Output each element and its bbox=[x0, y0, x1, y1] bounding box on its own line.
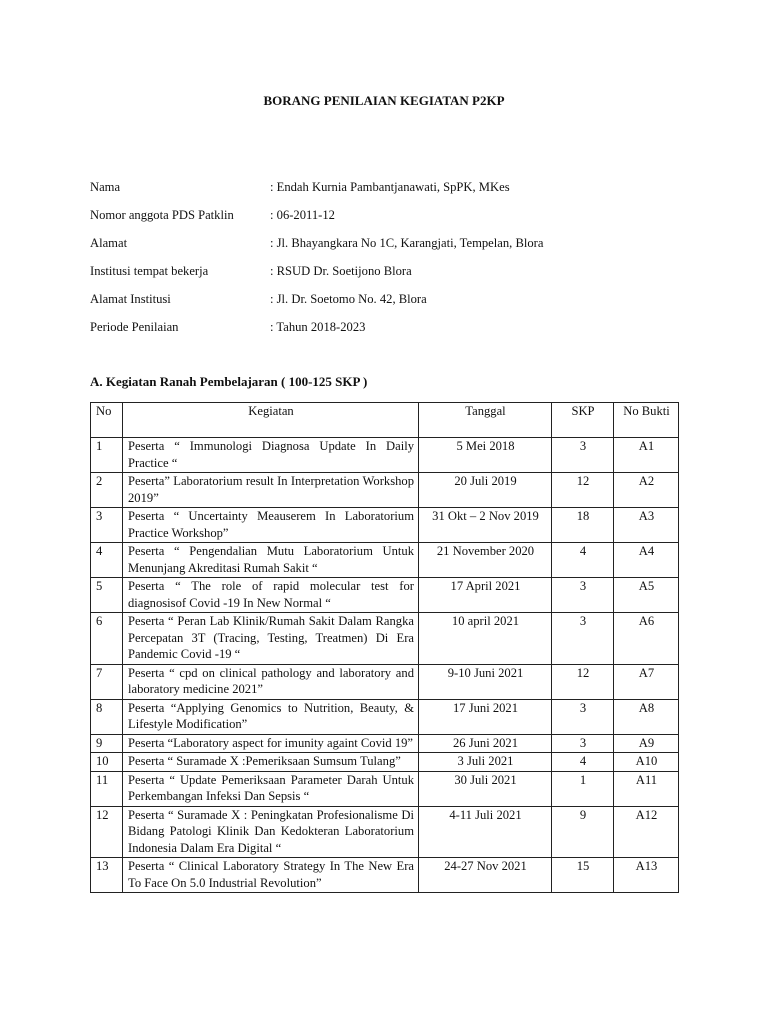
cell-bukti: A1 bbox=[614, 438, 679, 473]
info-label: Periode Penilaian bbox=[90, 320, 179, 334]
table-row bbox=[91, 473, 679, 508]
cell-tanggal: 20 Juli 2019 bbox=[419, 473, 552, 508]
cell-tanggal: 21 November 2020 bbox=[419, 543, 552, 578]
cell-bukti: A2 bbox=[614, 473, 679, 508]
cell-tanggal: 17 Juni 2021 bbox=[419, 699, 552, 734]
cell-no: 13 bbox=[91, 858, 123, 893]
cell-kegiatan: Peserta “ Uncertainty Meauserem In Laboratorium Practice Workshop” bbox=[123, 508, 419, 543]
cell-no: 1 bbox=[91, 438, 123, 473]
info-row-alamat bbox=[90, 234, 690, 262]
document-title: BORANG PENILAIAN KEGIATAN P2KP bbox=[263, 93, 505, 108]
table-row bbox=[91, 806, 679, 858]
cell-no: 6 bbox=[91, 613, 123, 665]
cell-kegiatan: Peserta “ cpd on clinical pathology and laboratory and laboratory medicine 2021” bbox=[123, 664, 419, 699]
cell-skp: 4 bbox=[552, 753, 614, 772]
cell-tanggal: 9-10 Juni 2021 bbox=[419, 664, 552, 699]
header-skp: SKP bbox=[552, 403, 614, 438]
cell-tanggal: 30 Juli 2021 bbox=[419, 771, 552, 806]
table-row bbox=[91, 699, 679, 734]
cell-kegiatan: Peserta “ Clinical Laboratory Strategy In The New Era To Face On 5.0 Industrial Revolution” bbox=[123, 858, 419, 893]
cell-no: 5 bbox=[91, 578, 123, 613]
cell-skp: 3 bbox=[552, 699, 614, 734]
header-kegiatan: Kegiatan bbox=[123, 403, 419, 438]
cell-kegiatan: Peserta “ The role of rapid molecular test for diagnosisof Covid -19 In New Normal “ bbox=[123, 578, 419, 613]
table-row bbox=[91, 858, 679, 893]
cell-tanggal: 3 Juli 2021 bbox=[419, 753, 552, 772]
identity-block bbox=[90, 178, 690, 346]
cell-tanggal: 4-11 Juli 2021 bbox=[419, 806, 552, 858]
cell-no: 10 bbox=[91, 753, 123, 772]
info-row-periode bbox=[90, 318, 690, 346]
cell-skp: 4 bbox=[552, 543, 614, 578]
cell-skp: 18 bbox=[552, 508, 614, 543]
cell-skp: 3 bbox=[552, 734, 614, 753]
cell-kegiatan: Peserta “ Pengendalian Mutu Laboratorium Untuk Menunjang Akreditasi Rumah Sakit “ bbox=[123, 543, 419, 578]
cell-kegiatan: Peserta “Applying Genomics to Nutrition, Beauty, & Lifestyle Modification” bbox=[123, 699, 419, 734]
cell-no: 3 bbox=[91, 508, 123, 543]
cell-skp: 9 bbox=[552, 806, 614, 858]
cell-tanggal: 10 april 2021 bbox=[419, 613, 552, 665]
table-row bbox=[91, 613, 679, 665]
cell-bukti: A7 bbox=[614, 664, 679, 699]
cell-tanggal: 26 Juni 2021 bbox=[419, 734, 552, 753]
cell-tanggal: 17 April 2021 bbox=[419, 578, 552, 613]
cell-no: 8 bbox=[91, 699, 123, 734]
cell-bukti: A6 bbox=[614, 613, 679, 665]
table-row bbox=[91, 734, 679, 753]
info-value: : Endah Kurnia Pambantjanawati, SpPK, MKes bbox=[270, 180, 510, 194]
table-row bbox=[91, 543, 679, 578]
info-row-institusi bbox=[90, 262, 690, 290]
info-value: : Tahun 2018-2023 bbox=[270, 320, 366, 334]
cell-no: 11 bbox=[91, 771, 123, 806]
cell-bukti: A5 bbox=[614, 578, 679, 613]
cell-no: 9 bbox=[91, 734, 123, 753]
info-label: Alamat Institusi bbox=[90, 292, 171, 306]
table-row bbox=[91, 753, 679, 772]
cell-no: 7 bbox=[91, 664, 123, 699]
cell-skp: 15 bbox=[552, 858, 614, 893]
cell-skp: 12 bbox=[552, 473, 614, 508]
cell-no: 2 bbox=[91, 473, 123, 508]
table-row bbox=[91, 664, 679, 699]
cell-kegiatan: Peserta” Laboratorium result In Interpretation Workshop 2019” bbox=[123, 473, 419, 508]
table-row bbox=[91, 438, 679, 473]
cell-kegiatan: Peserta “ Peran Lab Klinik/Rumah Sakit Dalam Rangka Percepatan 3T (Tracing, Testing, Treatmen) Di Era Pandemic Covid -19 “ bbox=[123, 613, 419, 665]
cell-bukti: A8 bbox=[614, 699, 679, 734]
cell-skp: 3 bbox=[552, 613, 614, 665]
cell-skp: 1 bbox=[552, 771, 614, 806]
info-value: : RSUD Dr. Soetijono Blora bbox=[270, 264, 412, 278]
cell-skp: 3 bbox=[552, 578, 614, 613]
cell-bukti: A9 bbox=[614, 734, 679, 753]
activity-table bbox=[90, 402, 679, 893]
cell-no: 4 bbox=[91, 543, 123, 578]
info-label: Nama bbox=[90, 180, 121, 194]
cell-bukti: A13 bbox=[614, 858, 679, 893]
info-row-nomor-anggota bbox=[90, 206, 690, 234]
table-row bbox=[91, 508, 679, 543]
info-label: Alamat bbox=[90, 236, 128, 250]
table-row bbox=[91, 771, 679, 806]
cell-no: 12 bbox=[91, 806, 123, 858]
cell-kegiatan: Peserta “ Immunologi Diagnosa Update In Daily Practice “ bbox=[123, 438, 419, 473]
info-value: : Jl. Dr. Soetomo No. 42, Blora bbox=[270, 292, 427, 306]
cell-skp: 3 bbox=[552, 438, 614, 473]
cell-kegiatan: Peserta “ Suramade X : Peningkatan Profesionalisme Di Bidang Patologi Klinik Dan Kedokteran Laboratorium Indonesia Dalam Era Digital “ bbox=[123, 806, 419, 858]
cell-bukti: A10 bbox=[614, 753, 679, 772]
cell-bukti: A12 bbox=[614, 806, 679, 858]
info-label: Institusi tempat bekerja bbox=[90, 264, 209, 278]
info-value: : Jl. Bhayangkara No 1C, Karangjati, Tempelan, Blora bbox=[270, 236, 544, 250]
cell-tanggal: 5 Mei 2018 bbox=[419, 438, 552, 473]
cell-kegiatan: Peserta “Laboratory aspect for imunity againt Covid 19” bbox=[123, 734, 419, 753]
cell-kegiatan: Peserta “ Suramade X :Pemeriksaan Sumsum Tulang” bbox=[123, 753, 419, 772]
info-label: Nomor anggota PDS Patklin bbox=[90, 208, 234, 222]
cell-skp: 12 bbox=[552, 664, 614, 699]
info-row-alamat-institusi bbox=[90, 290, 690, 318]
cell-bukti: A4 bbox=[614, 543, 679, 578]
header-tanggal: Tanggal bbox=[419, 403, 552, 438]
header-no: No bbox=[91, 403, 123, 438]
info-row-nama bbox=[90, 178, 690, 206]
cell-tanggal: 24-27 Nov 2021 bbox=[419, 858, 552, 893]
table-row bbox=[91, 578, 679, 613]
table-header-row bbox=[91, 403, 679, 438]
section-title: A. Kegiatan Ranah Pembelajaran ( 100-125 SKP ) bbox=[90, 374, 368, 389]
info-value: : 06-2011-12 bbox=[270, 208, 335, 222]
cell-kegiatan: Peserta “ Update Pemeriksaan Parameter Darah Untuk Perkembangan Infeksi Dan Sepsis “ bbox=[123, 771, 419, 806]
cell-tanggal: 31 Okt – 2 Nov 2019 bbox=[419, 508, 552, 543]
cell-bukti: A11 bbox=[614, 771, 679, 806]
cell-bukti: A3 bbox=[614, 508, 679, 543]
header-no-bukti: No Bukti bbox=[614, 403, 679, 438]
